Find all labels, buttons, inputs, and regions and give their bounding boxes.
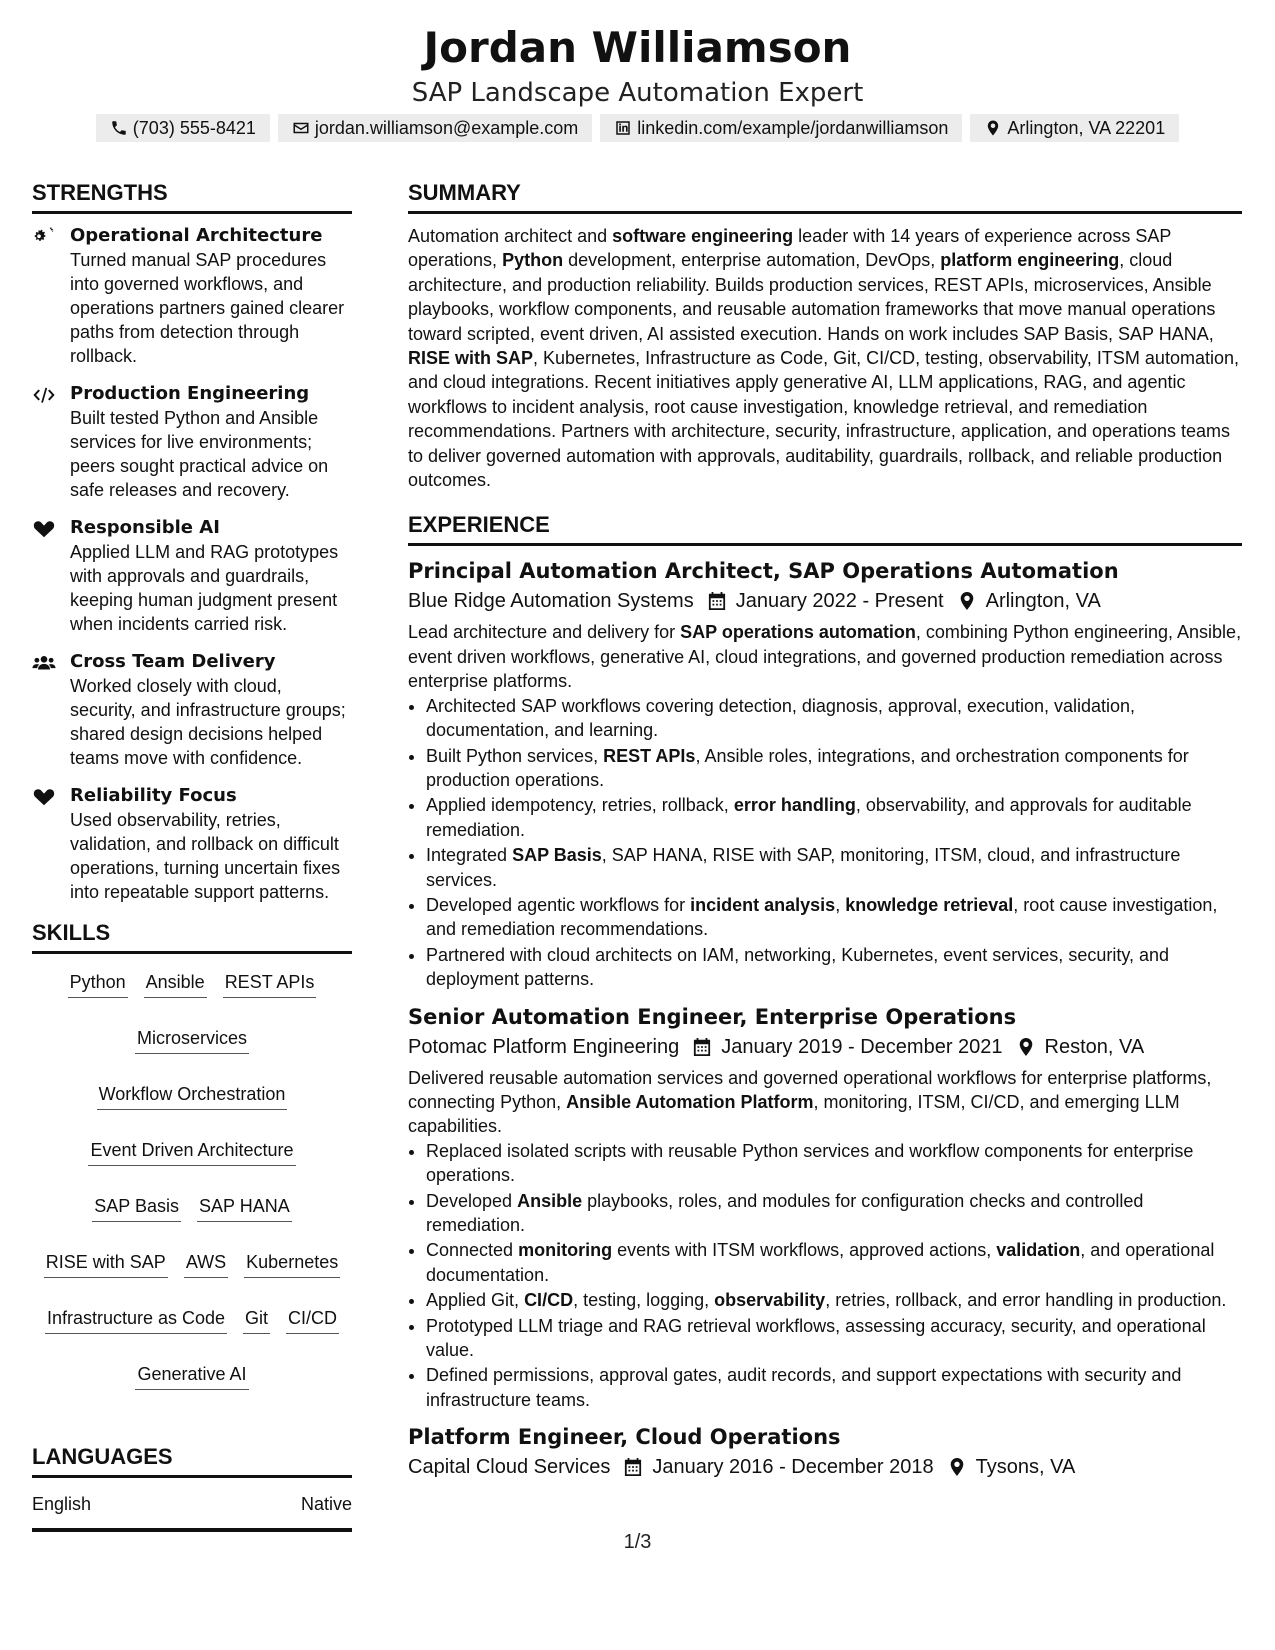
skill-tag: CI/CD: [286, 1306, 339, 1334]
gears-icon: [32, 226, 56, 248]
bold-keyword: REST APIs: [603, 745, 696, 766]
job-description: [408, 620, 1242, 693]
calendar-icon: [708, 591, 726, 611]
text-segment: Integrated: [426, 845, 513, 866]
job-bullets: [408, 694, 1242, 992]
job-bullet: [426, 694, 1242, 743]
company-name: Capital Cloud Services: [408, 1456, 611, 1479]
text-segment: leader with 14 years of experience across SAP operations,: [408, 226, 1172, 271]
skill-tag: Generative AI: [135, 1362, 248, 1390]
text-segment: , Kubernetes, Infrastructure as Code, Git, CI/CD, testing, observability, ITSM automation, and cloud integrations. Recent initiatives apply generative AI, LLM applications, RAG, and agentic workflows to incident analysis, root cause investigation, knowledge retrieval, and remediation recommendations. Partners with architecture, security, infrastructure, application, and operations teams to deliver governed automation with approvals, auditability, guardrails, rollback, and reliable production outcomes.: [408, 348, 1239, 491]
skill-tag: Event Driven Architecture: [88, 1138, 295, 1166]
job-entry: [408, 1002, 1242, 1413]
calendar-icon: [624, 1457, 642, 1477]
job-bullet: [426, 1189, 1242, 1238]
code-icon: [32, 384, 56, 406]
contact-linkedin[interactable]: [600, 114, 962, 142]
text-segment: Developed: [426, 1190, 518, 1211]
strength-item: [32, 784, 352, 904]
left-column: [32, 178, 352, 1532]
job-meta: [408, 586, 1242, 616]
bold-keyword: error handling: [733, 795, 856, 816]
job-dates: January 2016 - December 2018: [652, 1456, 934, 1479]
strength-item: [32, 382, 352, 502]
text-segment: playbooks, roles, and modules for configuration checks and controlled remediation.: [426, 1190, 1144, 1235]
languages-heading: LANGUAGES: [32, 1442, 352, 1478]
candidate-name: Jordan Williamson: [423, 23, 852, 72]
skills-heading: SKILLS: [32, 918, 352, 954]
contact-location: [970, 114, 1179, 142]
text-segment: , combining Python engineering, Ansible, event driven workflows, generative AI, cloud integrations, and governed production remediation across enterprise platforms.: [408, 622, 1242, 692]
bold-keyword: platform engineering: [940, 250, 1120, 271]
text-segment: Developed agentic workflows for: [426, 894, 691, 915]
job-bullet: [426, 1238, 1242, 1287]
text-segment: , testing, logging,: [573, 1290, 715, 1311]
bold-keyword: SAP Basis: [512, 845, 602, 866]
bold-keyword: Ansible Automation Platform: [566, 1091, 814, 1112]
language-row: [32, 1488, 352, 1532]
company-name: Blue Ridge Automation Systems: [408, 590, 694, 613]
job-bullets: [408, 1139, 1242, 1412]
contact-bar: [0, 114, 1275, 142]
resume-header: [0, 20, 1275, 110]
phone-icon: [110, 119, 128, 137]
job-entry: [408, 556, 1242, 991]
text-segment: Prototyped LLM triage and RAG retrieval workflows, assessing accuracy, security, and operational value.: [426, 1315, 1206, 1361]
job-bullet: [426, 943, 1242, 992]
location-text: Arlington, VA 22201: [1007, 117, 1166, 138]
job-dates: January 2022 - Present: [735, 590, 944, 613]
candidate-title: SAP Landscape Automation Expert: [411, 78, 864, 108]
email-text: jordan.williamson@example.com: [314, 117, 579, 138]
calendar-icon: [693, 1037, 711, 1057]
skill-tag: SAP Basis: [92, 1194, 181, 1222]
right-column: [408, 178, 1242, 1492]
map-pin-icon: [1017, 1037, 1035, 1057]
strength-description: Worked closely with cloud, security, and infrastructure groups; shared design decisions helped teams move with confidence.: [70, 676, 346, 768]
bold-keyword: SAP operations automation: [680, 622, 916, 643]
skill-tag: Python: [68, 970, 128, 998]
linkedin-text: linkedin.com/example/jordanwilliamson: [637, 117, 949, 138]
strength-title: Cross Team Delivery: [70, 651, 276, 672]
strength-description: Built tested Python and Ansible services for live environments; peers sought practical advice on safe releases and recovery.: [70, 408, 329, 500]
language-name: English: [32, 1494, 92, 1514]
map-pin-icon: [958, 591, 976, 611]
text-segment: Replaced isolated scripts with reusable Python services and workflow components for enterprise operations.: [426, 1140, 1194, 1186]
heart-icon: [32, 786, 56, 808]
contact-email[interactable]: [278, 114, 592, 142]
text-segment: , cloud architecture, and production reliability. Builds production services, REST APIs, microservices, Ansible playbooks, workflow components, and reusable automation frameworks that move manual operations toward scripted, event driven, AI assisted execution. Hands on work includes SAP Basis, SAP HANA,: [408, 250, 1216, 344]
skill-tag: SAP HANA: [197, 1194, 292, 1222]
skill-tag: Kubernetes: [244, 1250, 340, 1278]
skills-list: [32, 964, 352, 1390]
contact-phone[interactable]: [96, 114, 270, 142]
bold-keyword: monitoring: [518, 1240, 613, 1261]
strength-title: Responsible AI: [70, 517, 220, 538]
strength-title: Reliability Focus: [70, 785, 237, 806]
bold-keyword: validation: [996, 1240, 1081, 1261]
skill-tag: AWS: [184, 1250, 228, 1278]
job-bullet: [426, 744, 1242, 793]
skill-tag: Git: [243, 1306, 270, 1334]
skill-tag: Infrastructure as Code: [45, 1306, 227, 1334]
strength-item: [32, 650, 352, 770]
skill-tag: REST APIs: [223, 970, 317, 998]
job-meta: [408, 1452, 1242, 1482]
text-segment: , retries, rollback, and error handling in production.: [825, 1290, 1227, 1311]
job-bullet: [426, 843, 1242, 892]
text-segment: , root cause investigation, and remediation recommendations.: [426, 894, 1218, 940]
experience-heading: EXPERIENCE: [408, 510, 1242, 546]
job-meta: [408, 1032, 1242, 1062]
bold-keyword: Ansible: [517, 1190, 583, 1211]
bold-keyword: incident analysis: [690, 894, 836, 915]
text-segment: Built Python services,: [426, 745, 604, 766]
text-segment: Defined permissions, approval gates, audit records, and support expectations with security and infrastructure teams.: [426, 1365, 1182, 1410]
summary-heading: SUMMARY: [408, 178, 1242, 214]
bold-keyword: software engineering: [612, 226, 794, 246]
bold-keyword: observability: [714, 1290, 826, 1311]
job-location: Reston, VA: [1044, 1035, 1145, 1058]
bold-keyword: Python: [502, 250, 564, 271]
text-segment: Applied idempotency, retries, rollback,: [426, 795, 734, 816]
strengths-heading: STRENGTHS: [32, 178, 352, 214]
text-segment: , SAP HANA, RISE with SAP, monitoring, ITSM, cloud, and infrastructure services.: [426, 845, 1181, 890]
text-segment: Applied Git,: [426, 1290, 525, 1311]
job-location: Tysons, VA: [975, 1456, 1076, 1479]
job-bullet: [426, 893, 1242, 942]
language-level: Native: [300, 1494, 352, 1514]
job-bullet: [426, 1139, 1242, 1188]
linkedin-icon: [614, 119, 632, 137]
job-bullet: [426, 793, 1242, 842]
skill-tag: Ansible: [144, 970, 207, 998]
skill-tag: RISE with SAP: [44, 1250, 168, 1278]
text-segment: Automation architect and: [408, 226, 613, 246]
job-location: Arlington, VA: [985, 590, 1101, 613]
text-segment: , observability, and approvals for auditable remediation.: [426, 795, 1192, 840]
text-segment: Delivered reusable automation services and governed operational workflows for enterprise platforms, connecting Python,: [408, 1067, 1212, 1112]
job-dates: January 2019 - December 2021: [721, 1035, 1003, 1058]
strength-title: Production Engineering: [70, 383, 310, 404]
bold-keyword: RISE with SAP: [408, 348, 534, 369]
users-icon: [32, 652, 56, 674]
text-segment: Lead architecture and delivery for: [408, 622, 681, 643]
text-segment: ,: [835, 894, 846, 915]
heart-icon: [32, 518, 56, 540]
bold-keyword: knowledge retrieval: [845, 894, 1014, 915]
summary-text: [408, 224, 1242, 492]
strength-description: Turned manual SAP procedures into governed workflows, and operations partners gained clearer paths from detection through rollback.: [70, 250, 345, 366]
strength-description: Applied LLM and RAG prototypes with approvals and guardrails, keeping human judgment present when incidents carried risk.: [70, 542, 339, 634]
skill-tag: Workflow Orchestration: [97, 1082, 288, 1110]
text-segment: Connected: [426, 1240, 519, 1261]
text-segment: Partnered with cloud architects on IAM, networking, Kubernetes, event services, security, and deployment patterns.: [426, 944, 1170, 990]
text-segment: Architected SAP workflows covering detection, diagnosis, approval, execution, validation, documentation, and learning.: [426, 695, 1136, 741]
strength-item: [32, 224, 352, 368]
job-bullet: [426, 1288, 1242, 1312]
job-entry: [408, 1422, 1242, 1482]
job-title: Principal Automation Architect, SAP Operations Automation: [408, 559, 1119, 584]
page-number: 1/3: [623, 1531, 652, 1553]
job-description: [408, 1066, 1242, 1139]
envelope-icon: [292, 119, 310, 137]
bold-keyword: CI/CD: [524, 1290, 574, 1311]
skill-tag: Microservices: [135, 1026, 249, 1054]
job-bullet: [426, 1363, 1242, 1412]
text-segment: , monitoring, ITSM, CI/CD, and emerging LLM capabilities.: [408, 1091, 1180, 1137]
strength-item: [32, 516, 352, 636]
text-segment: , and operational documentation.: [426, 1240, 1215, 1285]
job-title: Senior Automation Engineer, Enterprise Operations: [408, 1004, 1017, 1029]
map-pin-icon: [984, 119, 1002, 137]
company-name: Potomac Platform Engineering: [408, 1035, 680, 1058]
strength-title: Operational Architecture: [70, 225, 323, 246]
phone-text: (703) 555-8421: [132, 117, 256, 138]
text-segment: development, enterprise automation, DevOps,: [563, 250, 941, 271]
job-bullet: [426, 1314, 1242, 1363]
map-pin-icon: [948, 1457, 966, 1477]
job-title: Platform Engineer, Cloud Operations: [408, 1425, 841, 1450]
text-segment: events with ITSM workflows, approved actions,: [612, 1240, 997, 1261]
strength-description: Used observability, retries, validation, and rollback on difficult operations, turning uncertain fixes into repeatable support patterns.: [70, 810, 341, 902]
text-segment: , Ansible roles, integrations, and orchestration components for production operations.: [426, 745, 1189, 790]
experience-list: [408, 556, 1242, 1482]
